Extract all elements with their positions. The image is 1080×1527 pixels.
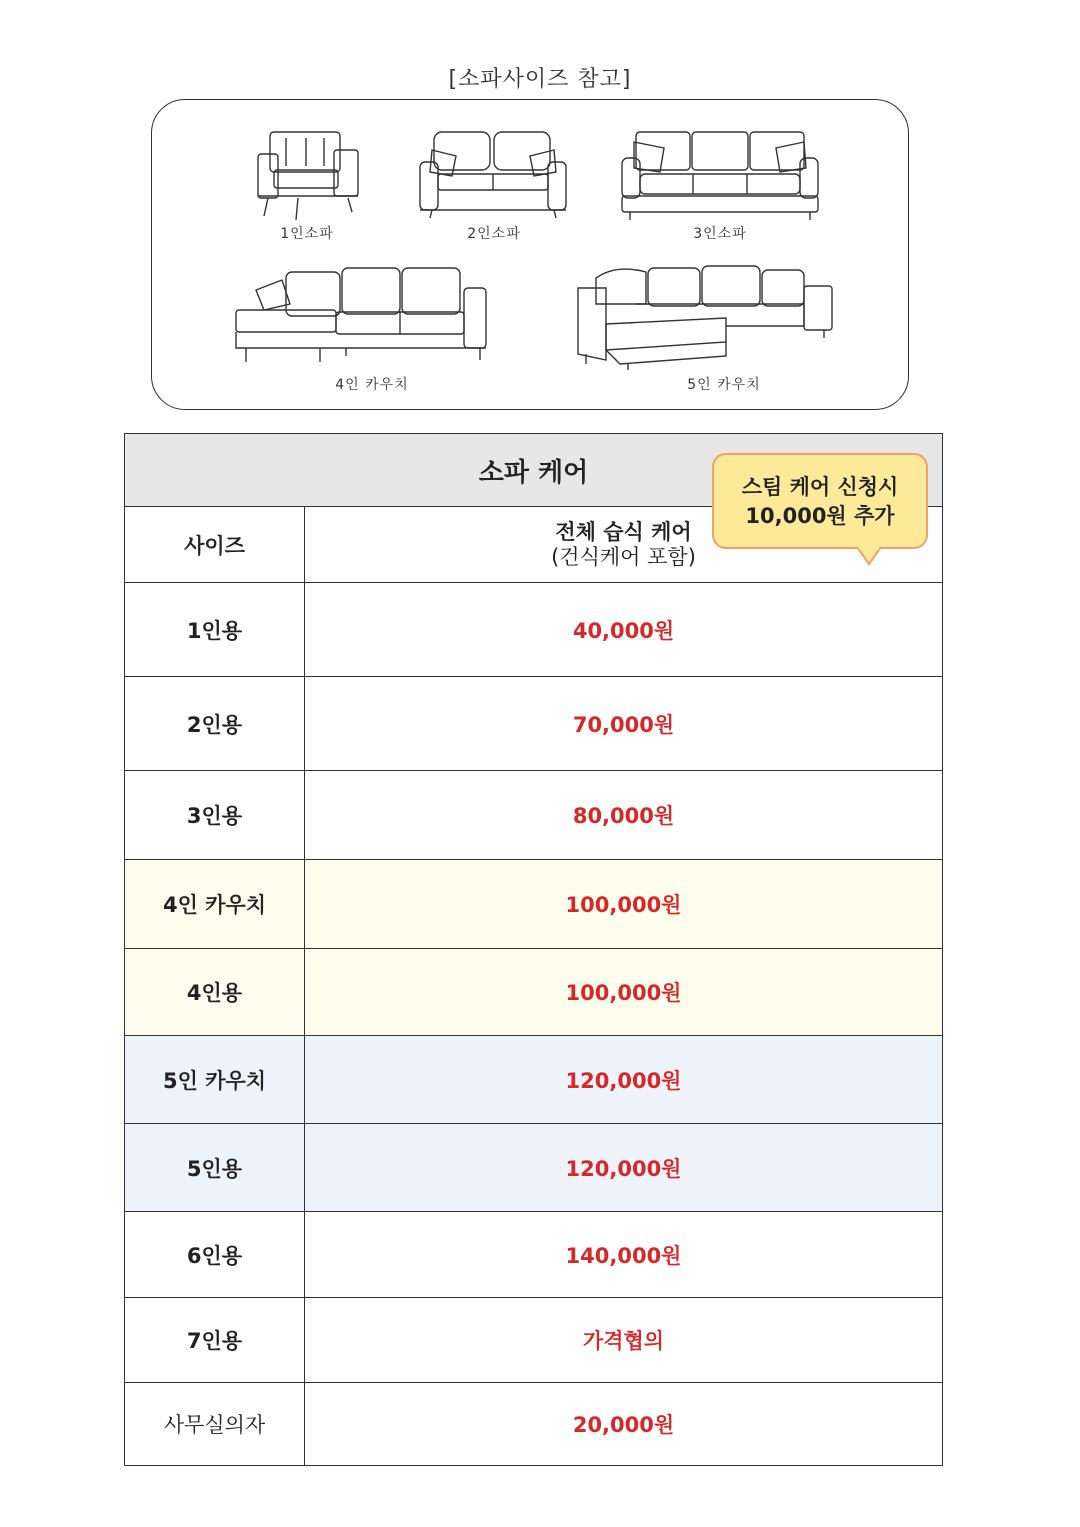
caption-3-seat: 3인소파 xyxy=(693,226,747,242)
caption-4-seat-couch: 4인 카우치 xyxy=(335,377,409,393)
row-price: 100,000원 xyxy=(305,949,943,1036)
row-size: 6인용 xyxy=(125,1212,305,1298)
table-row xyxy=(125,1298,943,1383)
table-row xyxy=(125,583,943,677)
sofa-size-reference-panel xyxy=(151,99,909,410)
table-row xyxy=(125,1036,943,1124)
row-size: 3인용 xyxy=(125,771,305,860)
row-price: 70,000원 xyxy=(305,677,943,771)
table-row xyxy=(125,860,943,949)
row-price: 120,000원 xyxy=(305,1036,943,1124)
caption-2-seat: 2인소파 xyxy=(467,226,521,242)
row-price: 120,000원 xyxy=(305,1124,943,1212)
caption-5-seat-couch: 5인 카우치 xyxy=(687,377,761,393)
row-price: 40,000원 xyxy=(305,583,943,677)
header-care-sub: (건식케어 포함) xyxy=(551,544,696,569)
sofa-care-price-table xyxy=(124,433,943,1466)
callout-tail-icon xyxy=(856,547,882,567)
five-seat-couch-illustration xyxy=(576,264,836,374)
armchair-illustration xyxy=(256,130,366,220)
callout-line-2: 10,000원 추가 xyxy=(745,504,895,528)
row-size: 2인용 xyxy=(125,677,305,771)
table-row xyxy=(125,771,943,860)
two-seat-sofa-illustration xyxy=(418,130,568,220)
table-row xyxy=(125,1124,943,1212)
sofa-size-reference-title: [소파사이즈 참고] xyxy=(448,67,632,92)
table-row xyxy=(125,677,943,771)
four-seat-couch-illustration xyxy=(234,266,494,366)
row-size: 4인 카우치 xyxy=(125,860,305,949)
table-row xyxy=(125,1383,943,1466)
header-size: 사이즈 xyxy=(125,507,305,583)
table-row xyxy=(125,949,943,1036)
header-care-main: 전체 습식 케어 xyxy=(555,519,692,544)
row-price: 가격협의 xyxy=(305,1298,943,1383)
row-size: 5인용 xyxy=(125,1124,305,1212)
row-size: 사무실의자 xyxy=(125,1383,305,1466)
row-size: 7인용 xyxy=(125,1298,305,1383)
row-size: 4인용 xyxy=(125,949,305,1036)
steam-care-callout xyxy=(712,453,928,549)
row-price: 100,000원 xyxy=(305,860,943,949)
row-size: 1인용 xyxy=(125,583,305,677)
table-row xyxy=(125,1212,943,1298)
row-size: 5인 카우치 xyxy=(125,1036,305,1124)
caption-1-seat: 1인소파 xyxy=(280,226,334,242)
row-price: 20,000원 xyxy=(305,1383,943,1466)
callout-line-1: 스팀 케어 신청시 xyxy=(741,475,899,499)
table-title: 소파 케어 xyxy=(125,434,943,507)
three-seat-sofa-illustration xyxy=(620,130,820,225)
row-price: 140,000원 xyxy=(305,1212,943,1298)
row-price: 80,000원 xyxy=(305,771,943,860)
